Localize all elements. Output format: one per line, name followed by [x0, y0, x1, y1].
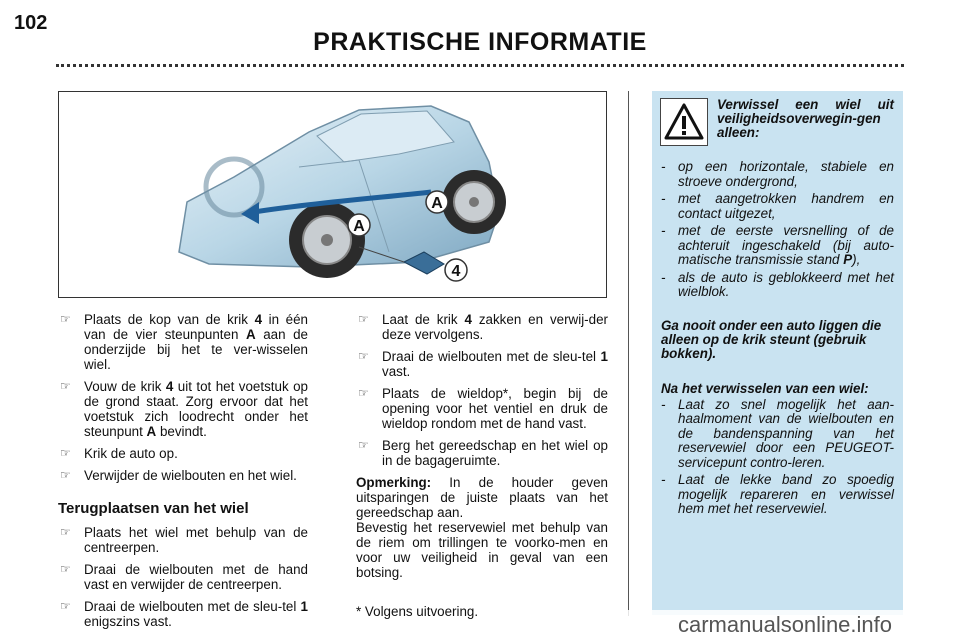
warning-triangle-icon: [660, 98, 708, 146]
watermark: carmanualsonline.info: [610, 610, 960, 639]
pointing-hand-icon: ☞: [60, 468, 71, 482]
after-change-heading: Na het verwisselen van een wiel:: [661, 380, 869, 396]
page-title: PRAKTISCHE INFORMATIE: [313, 28, 647, 56]
note-label: Opmerking:: [356, 475, 432, 490]
pointing-hand-icon: ☞: [60, 312, 71, 326]
step-item: ☞ Vouw de krik 4 uit tot het voetstuk op de grond staat. Zorg ervoor dat het voetstuk zich loodrecht onder het steunpunt A bevindt.: [60, 379, 309, 439]
step-item: ☞ Draai de wielbouten met de sleu-tel 1 enigszins vast.: [60, 599, 308, 629]
pointing-hand-icon: ☞: [358, 312, 369, 326]
car-jack-illustration: [58, 91, 607, 298]
list-item: - Laat zo snel mogelijk het aan-haalmoment van de wielbouten en de bandenspanning van het reservewiel door een PEUGEOT-servicepunt contro-leren.: [661, 396, 894, 470]
warning-conditions-list: [661, 160, 894, 300]
front-wheel: [289, 202, 365, 278]
list-item: - met aangetrokken handrem en contact uitgezet,: [661, 191, 894, 221]
pointing-hand-icon: ☞: [358, 349, 369, 363]
pointing-hand-icon: ☞: [60, 379, 71, 393]
page-number: 102: [14, 12, 48, 34]
list-item: - met de eerste versnelling of de achteruit ingeschakeld (bij auto-matische transmissie stand P),: [661, 223, 894, 267]
list-item: - als de auto is geblokkeerd met het wielblok.: [661, 269, 894, 299]
pointing-hand-icon: ☞: [358, 386, 369, 400]
callout-4: 4: [451, 263, 461, 280]
column-divider: [628, 91, 629, 616]
callout-a1: A: [353, 218, 365, 235]
list-item: - Laat de lekke band zo spoedig mogelijk repareren en verwissel hem met het reservewiel.: [661, 472, 894, 516]
step-item: ☞ Draai de wielbouten met de hand vast en verwijder de centreerpen.: [60, 562, 308, 592]
warning-box: [652, 91, 903, 615]
step-item: ☞ Plaats de kop van de krik 4 in één van de vier steunpunten A aan de onderzijde bij het te ver-wisselen wiel.: [60, 312, 308, 372]
step-item: ☞ Plaats het wiel met behulp van de centreerpen.: [60, 525, 308, 555]
step-item: ☞ Berg het gereedschap en het wiel op in de bagageruimte.: [358, 438, 608, 468]
section-heading: Terugplaatsen van het wiel: [58, 500, 249, 517]
note-paragraph: Opmerking: In de houder geven uitsparingen de juiste plaats van het gereedschap aan.: [356, 475, 608, 520]
step-item: ☞ Verwijder de wielbouten en het wiel.: [60, 468, 297, 483]
step-item: ☞ Plaats de wieldop*, begin bij de opening voor het ventiel en druk de wieldop rondom met de hand vast.: [358, 386, 608, 431]
note-paragraph-2: Bevestig het reservewiel met behulp van de riem om trillingen te voorko-men en voor uw veiligheid in geval van een botsing.: [356, 520, 608, 580]
middle-column: [356, 312, 608, 580]
pointing-hand-icon: ☞: [60, 525, 71, 539]
pointing-hand-icon: ☞: [60, 599, 71, 613]
car-illustration-svg: [59, 92, 606, 297]
callout-a2: A: [431, 195, 443, 212]
rear-wheel: [442, 170, 506, 234]
step-item: ☞ Krik de auto op.: [60, 446, 178, 461]
title-divider: [56, 64, 904, 67]
pointing-hand-icon: ☞: [60, 562, 71, 576]
warning-heading: Verwissel een wiel uit veiligheidsoverwegin-gen alleen:: [717, 97, 894, 140]
step-item: ☞ Draai de wielbouten met de sleu-tel 1 vast.: [358, 349, 608, 379]
warning-caution: Ga nooit onder een auto liggen die alleen op de krik steunt (gebruik bokken).: [661, 317, 882, 361]
pointing-hand-icon: ☞: [60, 446, 71, 460]
footnote: * Volgens uitvoering.: [356, 604, 479, 619]
list-item: - op een horizontale, stabiele en stroeve ondergrond,: [661, 159, 894, 189]
pointing-hand-icon: ☞: [358, 438, 369, 452]
step-item: ☞ Laat de krik 4 zakken en verwij-der deze vervolgens.: [358, 312, 608, 342]
left-column: [58, 312, 308, 636]
after-change-list: [661, 398, 894, 517]
